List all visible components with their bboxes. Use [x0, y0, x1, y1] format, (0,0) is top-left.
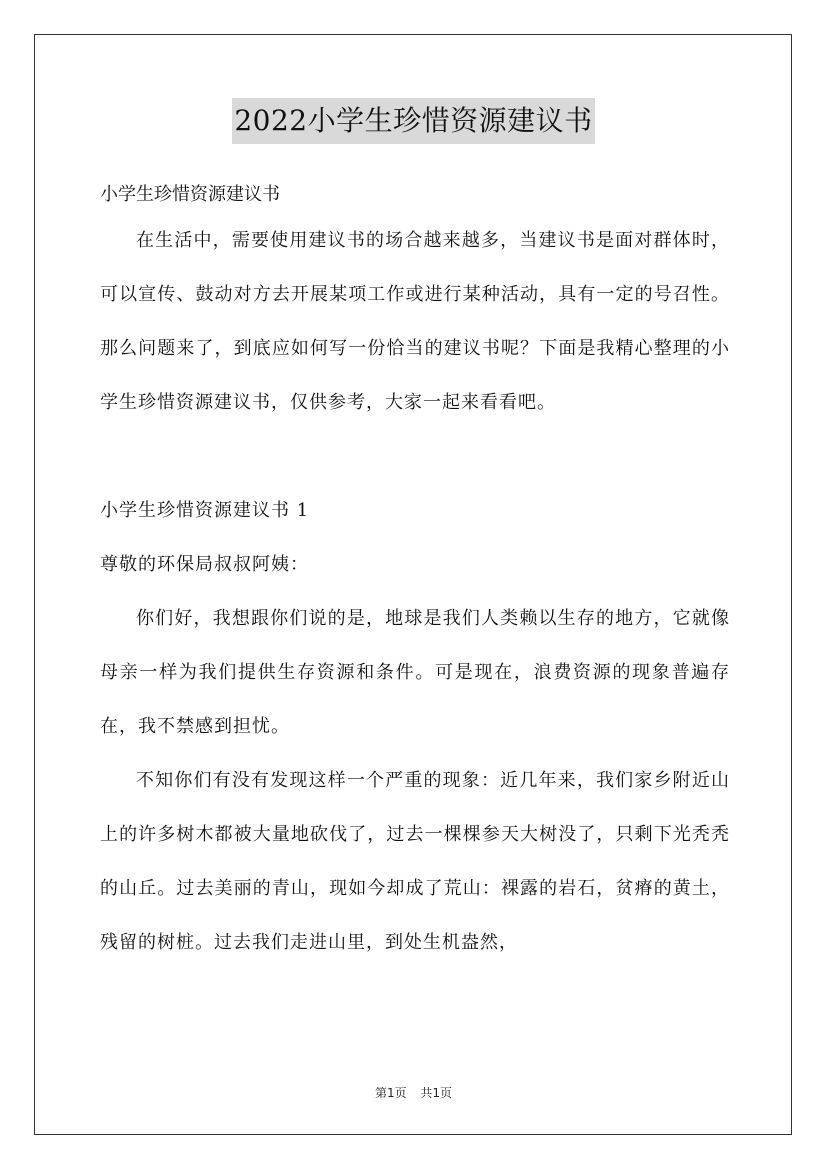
section-heading: 小学生珍惜资源建议书 1	[100, 500, 310, 521]
document-title: 2022小学生珍惜资源建议书	[232, 98, 594, 144]
document-body	[100, 175, 730, 970]
salutation: 尊敬的环保局叔叔阿姨：	[100, 554, 309, 575]
title-wrapper	[0, 98, 827, 144]
body-paragraph-2: 不知你们有没有发现这样一个严重的现象：近几年来，我们家乡附近山上的许多树木都被大量地砍伐了，过去一棵棵参天大树没了，只剩下光秃秃的山丘。过去美丽的青山，现如今却成了荒山：裸露的岩石，贫瘠的黄土，残留的树桩。过去我们走进山里，到处生机盎然，	[100, 770, 730, 953]
page-total: 共1页	[420, 1086, 453, 1100]
page-footer	[0, 1084, 827, 1101]
section-spacer	[100, 430, 730, 484]
page-number: 第1页	[374, 1086, 407, 1100]
document-subtitle: 小学生珍惜资源建议书	[100, 184, 280, 205]
intro-paragraph: 在生活中，需要使用建议书的场合越来越多，当建议书是面对群体时，可以宣传、鼓动对方去开展某项工作或进行某种活动，具有一定的号召性。那么问题来了，到底应如何写一份恰当的建议书呢？下面是我精心整理的小学生珍惜资源建议书，仅供参考，大家一起来看看吧。	[100, 230, 730, 413]
body-paragraph-1: 你们好，我想跟你们说的是，地球是我们人类赖以生存的地方，它就像母亲一样为我们提供生存资源和条件。可是现在，浪费资源的现象普遍存在，我不禁感到担忧。	[100, 608, 730, 737]
